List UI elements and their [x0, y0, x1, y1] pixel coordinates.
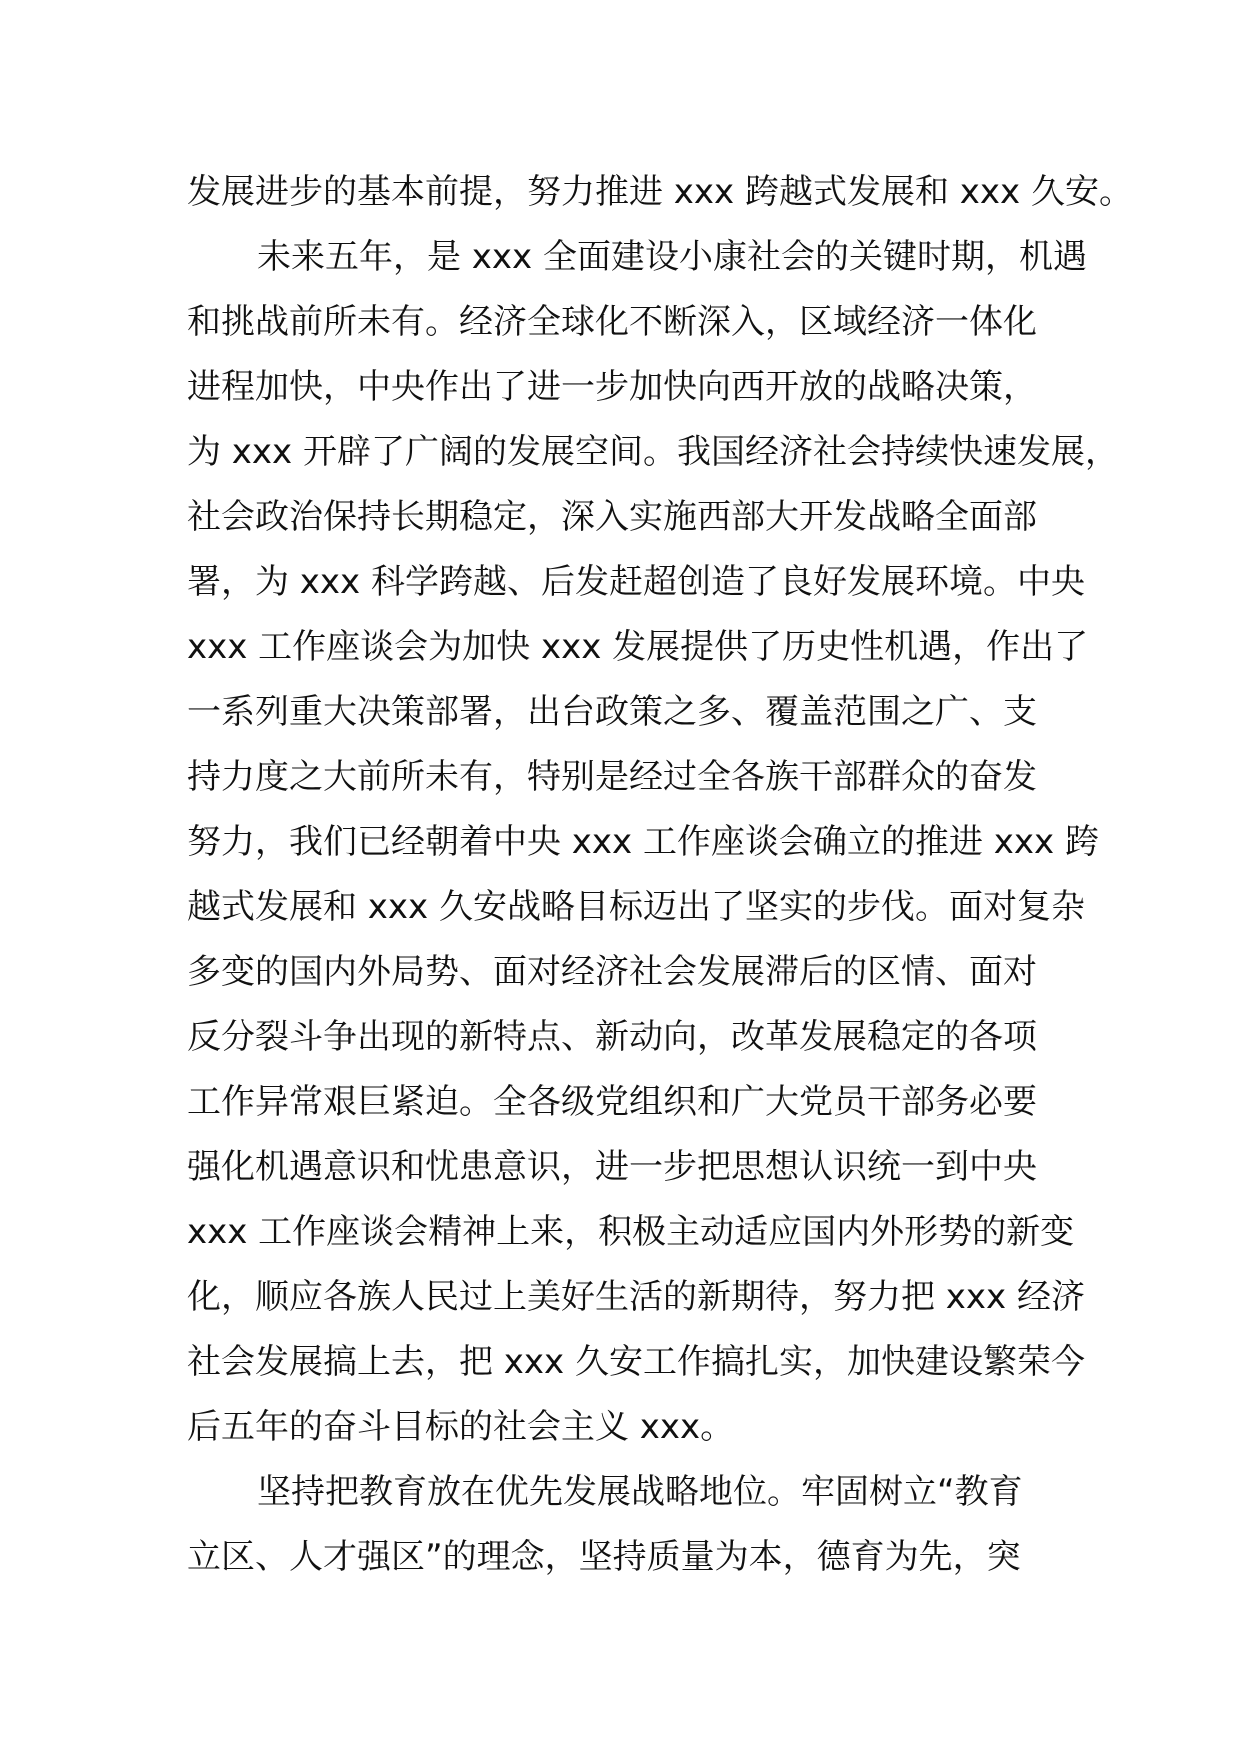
text-line: 进程加快，中央作出了进一步加快向西开放的战略决策， [187, 367, 1037, 407]
text-line: 反分裂斗争出现的新特点、新动向，改革发展稳定的各项 [187, 1017, 1037, 1057]
text-line: 努力，我们已经朝着中央 xxx 工作座谈会确立的推进 xxx 跨 [187, 822, 1099, 862]
text-line: 后五年的奋斗目标的社会主义 xxx。 [187, 1407, 735, 1447]
text-line: 和挑战前所未有。经济全球化不断深入，区域经济一体化 [187, 302, 1037, 342]
text-line: 发展进步的基本前提，努力推进 xxx 跨越式发展和 xxx 久安。 [187, 172, 1133, 212]
text-line: 社会发展搞上去，把 xxx 久安工作搞扎实，加快建设繁荣今 [187, 1342, 1085, 1382]
document-body [187, 160, 1133, 1590]
text-line: xxx 工作座谈会为加快 xxx 发展提供了历史性机遇，作出了 [187, 627, 1089, 667]
text-line: 化，顺应各族人民过上美好生活的新期待，努力把 xxx 经济 [187, 1277, 1085, 1317]
text-line: 工作异常艰巨紧迫。全各级党组织和广大党员干部务必要 [187, 1082, 1037, 1122]
text-line: 一系列重大决策部署，出台政策之多、覆盖范围之广、支 [187, 692, 1037, 732]
text-line: xxx 工作座谈会精神上来，积极主动适应国内外形势的新变 [187, 1212, 1075, 1252]
paragraph-start-line: 未来五年，是 xxx 全面建设小康社会的关键时期，机遇 [257, 237, 1087, 277]
text-line: 署，为 xxx 科学跨越、后发赶超创造了良好发展环境。中央 [187, 562, 1085, 602]
paragraph-start-line: 坚持把教育放在优先发展战略地位。牢固树立“教育 [257, 1472, 1023, 1512]
text-line: 持力度之大前所未有，特别是经过全各族干部群众的奋发 [187, 757, 1037, 797]
text-line: 为 xxx 开辟了广阔的发展空间。我国经济社会持续快速发展， [187, 432, 1119, 472]
text-line: 多变的国内外局势、面对经济社会发展滞后的区情、面对 [187, 952, 1037, 992]
text-line: 立区、人才强区”的理念，坚持质量为本，德育为先，突 [187, 1537, 1021, 1577]
text-line: 越式发展和 xxx 久安战略目标迈出了坚实的步伐。面对复杂 [187, 887, 1085, 927]
text-line: 强化机遇意识和忧患意识，进一步把思想认识统一到中央 [187, 1147, 1037, 1187]
text-line: 社会政治保持长期稳定，深入实施西部大开发战略全面部 [187, 497, 1037, 537]
